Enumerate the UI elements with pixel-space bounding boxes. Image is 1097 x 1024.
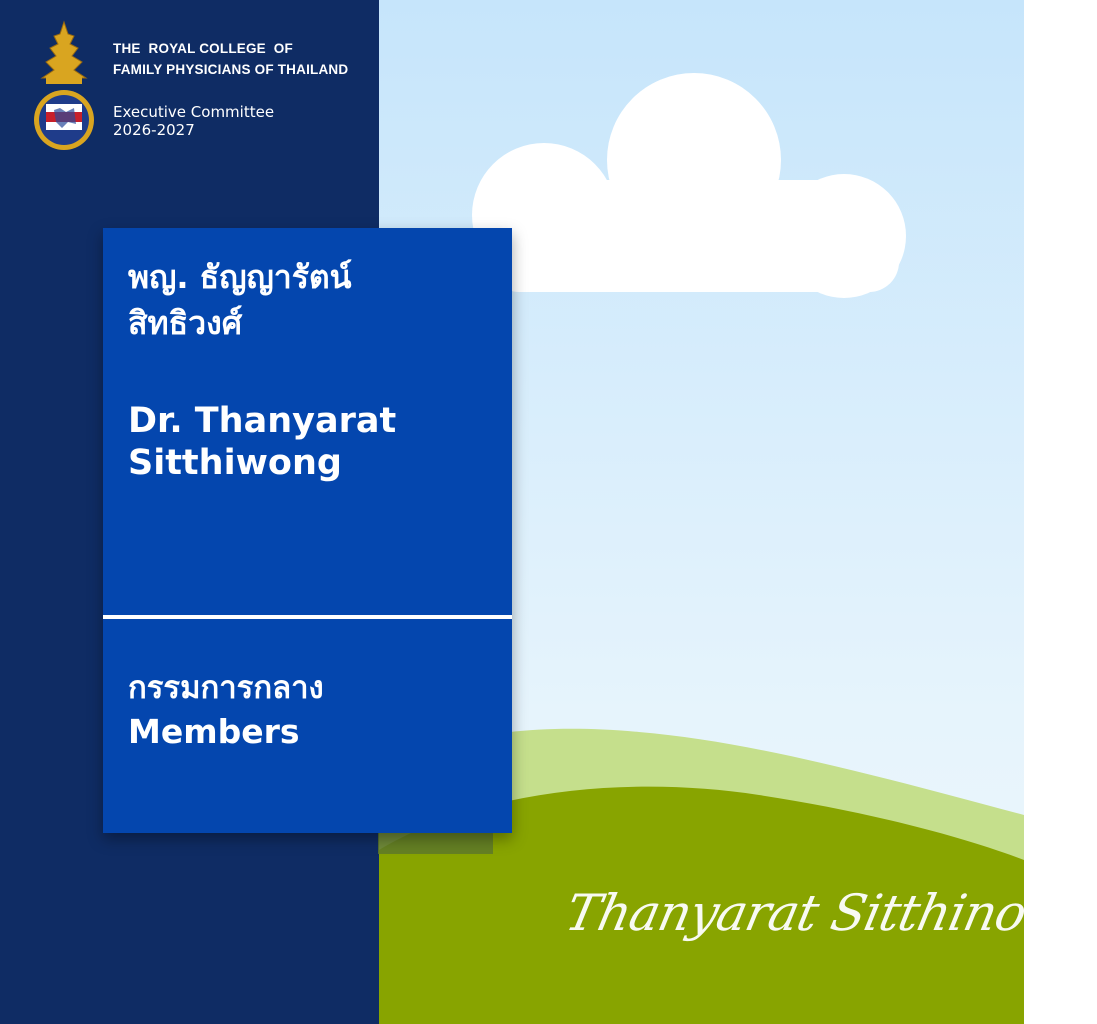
org-name-line2: FAMILY PHYSICIANS OF THAILAND: [113, 62, 349, 77]
member-card: [103, 228, 512, 833]
handwritten-signature: Thanyarat Sitthinong: [560, 884, 1094, 942]
committee-title: Executive Committee: [113, 103, 275, 121]
org-name-line1: THE ROYAL COLLEGE OF: [113, 41, 293, 56]
royal-college-seal-icon: [24, 20, 104, 150]
committee-label: [113, 103, 274, 139]
thai-name-line1: พญ. ธัญญารัตน์: [128, 258, 352, 296]
thai-name-line2: สิทธิวงศ์: [128, 304, 243, 342]
committee-term: 2026-2027: [113, 121, 195, 139]
organization-name: [113, 38, 348, 80]
english-name-line1: Dr. Thanyarat: [128, 401, 397, 441]
english-name-line2: Sitthiwong: [128, 443, 342, 483]
thai-name: [128, 254, 498, 346]
role-english: Members: [128, 712, 300, 751]
card-divider: [103, 615, 512, 619]
english-name: [128, 400, 498, 484]
role-thai: กรรมการกลาง: [128, 670, 324, 706]
